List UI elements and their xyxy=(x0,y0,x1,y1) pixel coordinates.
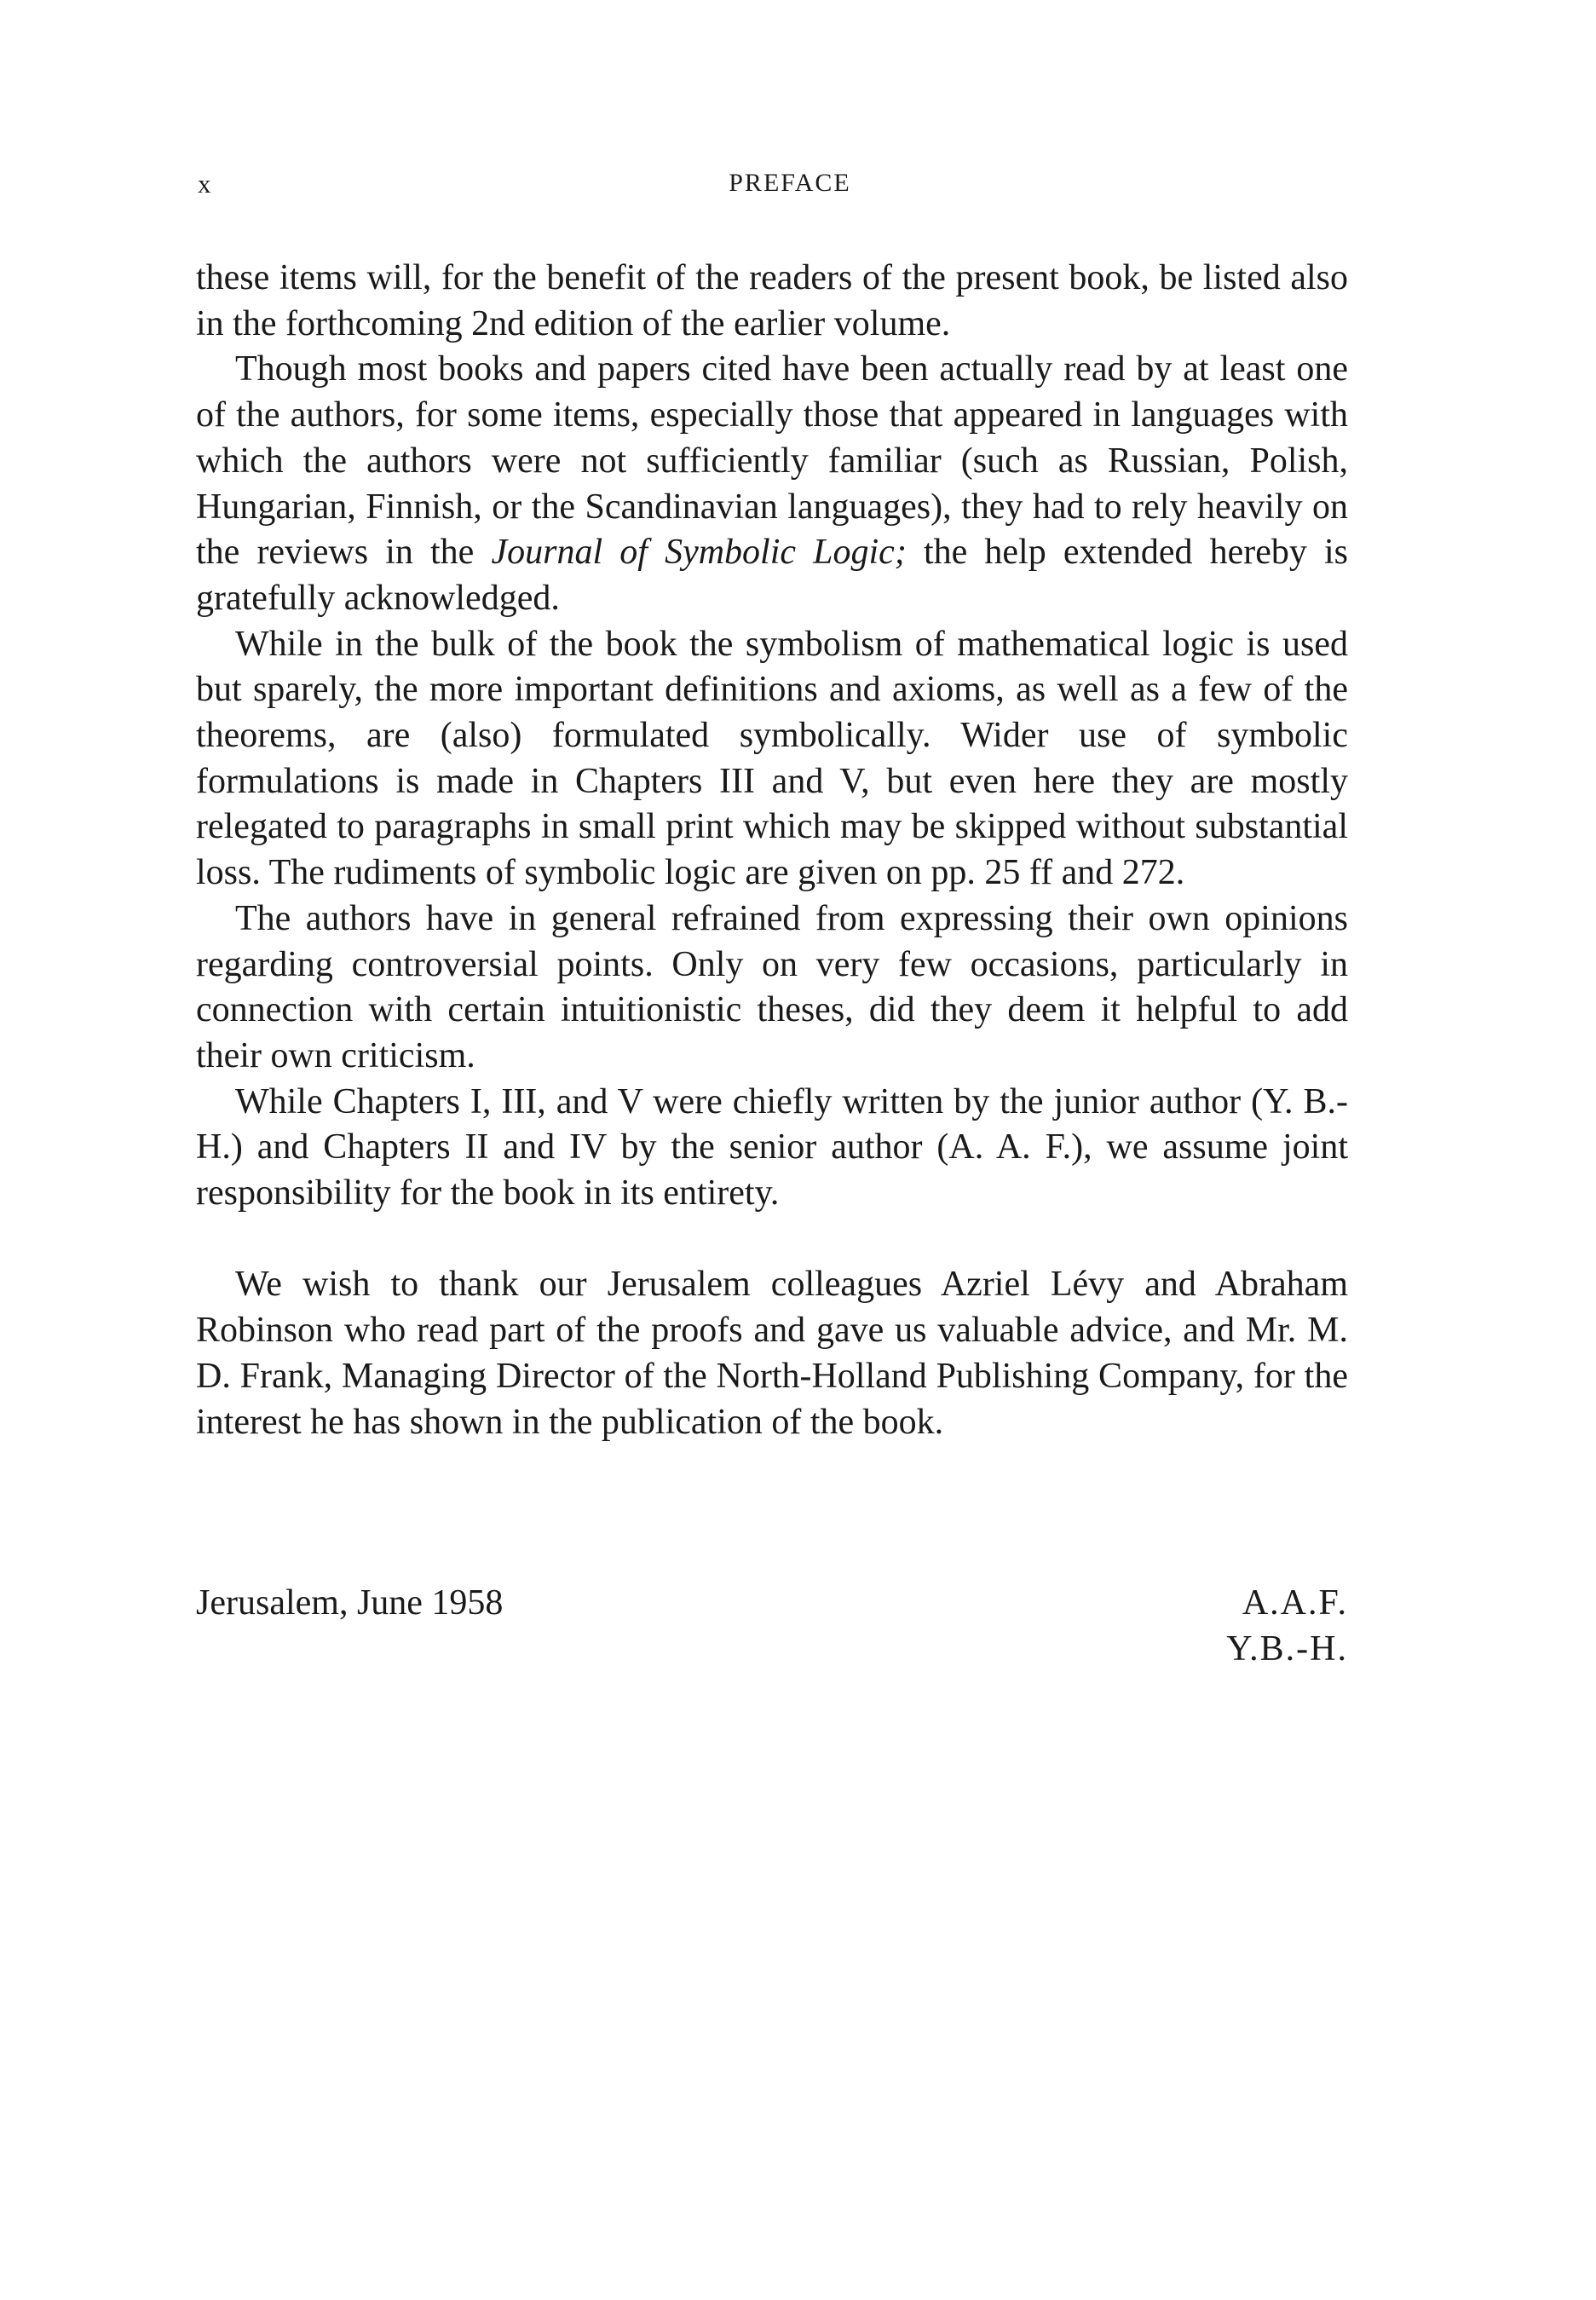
paragraph-continued: these items will, for the benefit of the readers of the present book, be listed also in the forthcoming 2nd edition of the earlier volume. xyxy=(196,258,1348,343)
paragraph-acknowledgements: We wish to thank our Jerusalem colleagues Azriel Lévy and Abraham Robinson who read part of the proofs and gave us valuable advice, and Mr. M. D. Frank, Managing Director of the North-Holland Publishing Company, for the interest he has shown in the publication of the book. xyxy=(196,1265,1348,1442)
paragraph-sources-end: the help extended hereby is gratefully acknowledged. xyxy=(196,533,1349,618)
preface-body xyxy=(196,256,1348,1445)
initials-senior-author: A.A.F. xyxy=(1242,1583,1348,1623)
paragraph-sources-text: Though most books and papers cited have been actually read by at least one of the authors, for some items, especially those that appeared in languages with which the authors were not sufficiently familiar (such as Russian, Polish, Hungarian, Finnish, or the Scandinavian languages), they had to rely heavily on the reviews in the xyxy=(196,349,1348,573)
paragraph-authorship: While Chapters I, III, and V were chiefly written by the junior author (Y. B.-H.) and Chapters II and IV by the senior author (A. A. F.), we assume joint responsibility for the book in its entirety. xyxy=(196,1081,1348,1213)
paragraph-opinions: The authors have in general refrained from expressing their own opinions regarding controversial points. Only on very few occasions, particularly in connection with certain intuitionistic theses, did they deem it helpful to add their own criticism. xyxy=(196,898,1348,1075)
paragraph-symbolism: While in the bulk of the book the symbolism of mathematical logic is used but sparely, the more important definitions and axioms, as well as a few of the theorems, are (also) formulated symbolically. Wider use of symbolic formulations is made in Chapters III and V, but even here they are mostly relegated to paragraphs in small print which may be skipped without substantial loss. The rudiments of symbolic logic are given on pp. 25 ff and 272. xyxy=(196,624,1348,893)
running-head xyxy=(198,169,1348,210)
initials-junior-author: Y.B.-H. xyxy=(1226,1628,1348,1669)
running-title: PREFACE xyxy=(729,169,851,197)
journal-title: Journal of Symbolic Logic; xyxy=(491,533,907,573)
place-date: Jerusalem, June 1958 xyxy=(196,1583,504,1623)
paragraph-sources xyxy=(196,347,1348,621)
author-initials xyxy=(1226,1581,1348,1672)
page-number: x xyxy=(198,169,212,199)
